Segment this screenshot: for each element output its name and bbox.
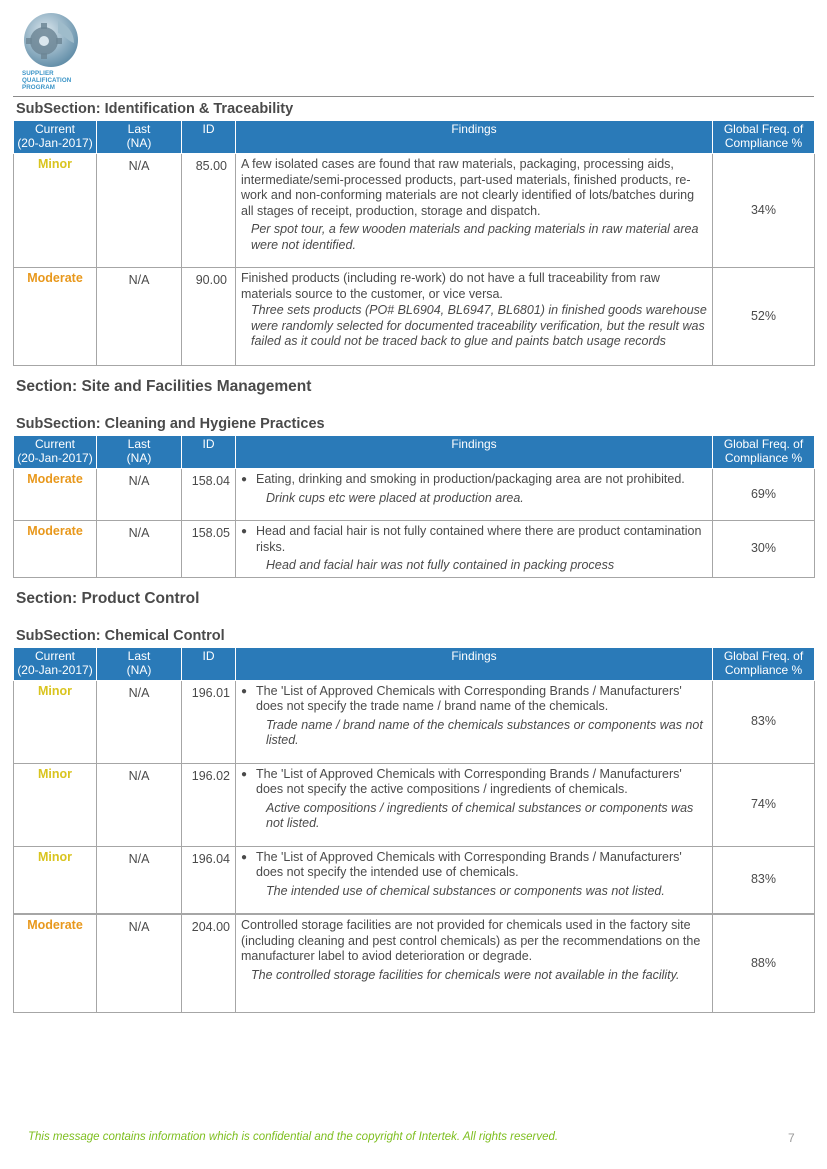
header-divider — [13, 96, 814, 97]
finding-cell — [236, 469, 713, 521]
subsection-title-chemical: SubSection: Chemical Control — [16, 627, 225, 644]
table-row — [14, 521, 815, 578]
table-header-row — [14, 647, 815, 680]
severity-badge: Minor — [14, 763, 97, 846]
finding-id: 196.01 — [182, 680, 236, 763]
finding-comment: Head and facial hair was not fully contained in packing process — [266, 558, 615, 572]
finding-id: 85.00 — [182, 154, 236, 268]
compliance-frequency: 88% — [713, 914, 815, 1012]
col-header-findings: Findings — [236, 647, 713, 680]
logo-text — [22, 70, 84, 91]
finding-comment: Active compositions / ingredients of chemical substances or components was not listed. — [266, 800, 694, 830]
col-header-current: Current (20-Jan-2017) — [14, 647, 97, 680]
col-header-id: ID — [182, 121, 236, 154]
severity-badge: Moderate — [14, 469, 97, 521]
table-header-row — [14, 436, 815, 469]
severity-badge: Minor — [14, 680, 97, 763]
compliance-frequency: 69% — [713, 469, 815, 521]
finding-id: 158.05 — [182, 521, 236, 578]
finding-text: Controlled storage facilities are not provided for chemicals used in the factory site (including cleaning and pest control chemicals) as per the recommendations on the manufacturer label to aviod deterioration or degrade. — [241, 918, 701, 963]
compliance-frequency: 83% — [713, 680, 815, 763]
section-title-site-facilities: Section: Site and Facilities Management — [16, 378, 312, 395]
compliance-frequency: 74% — [713, 763, 815, 846]
finding-cell — [236, 914, 713, 1012]
finding-text: Head and facial hair is not fully contained where there are product contamination risks. — [256, 524, 702, 554]
bullet-icon: ● — [241, 474, 248, 485]
bullet-icon: ● — [241, 685, 248, 697]
finding-comment: The controlled storage facilities for chemicals were not available in the facility. — [251, 967, 680, 982]
finding-cell — [236, 763, 713, 846]
severity-badge: Minor — [14, 846, 97, 914]
last-value: N/A — [97, 521, 182, 578]
subsection-title-identification: SubSection: Identification & Traceability — [16, 101, 294, 117]
bullet-icon: ● — [241, 526, 248, 537]
finding-cell — [236, 154, 713, 268]
finding-comment: Three sets products (PO# BL6904, BL6947, BL6801) in finished goods warehouse were randomly selected for documented traceability verification, but the result was failed as it could not be traced back to glue and paints batch usage records — [251, 303, 707, 348]
finding-cell — [236, 680, 713, 763]
confidentiality-footer: This message contains information which is confidential and the copyright of Intertek. All rights reserved. — [28, 1131, 559, 1143]
finding-id: 204.00 — [182, 914, 236, 1012]
finding-text: A few isolated cases are found that raw materials, packaging, processing aids, intermediate/semi-processed products, part-used materials, finished products, re-work and non-conforming materials are not clearly identified of lots/batches during all stages of receipt, production, storage and dispatch. — [241, 157, 695, 218]
compliance-frequency: 52% — [713, 268, 815, 366]
logo-line-1: SUPPLIER — [22, 70, 54, 77]
section-header — [13, 578, 814, 626]
col-header-findings: Findings — [236, 121, 713, 154]
finding-cell — [236, 268, 713, 366]
col-header-id: ID — [182, 436, 236, 469]
bullet-icon: ● — [241, 851, 248, 863]
col-header-frequency: Global Freq. of Compliance % — [713, 436, 815, 469]
page-number: 7 — [788, 1131, 795, 1145]
compliance-frequency: 34% — [713, 154, 815, 268]
finding-comment: Per spot tour, a few wooden materials and packing materials in raw material area were not identified. — [251, 222, 699, 252]
col-header-current: Current (20-Jan-2017) — [14, 121, 97, 154]
table-row — [14, 846, 815, 914]
finding-comment: The intended use of chemical substances or components was not listed. — [266, 883, 665, 898]
finding-cell — [236, 521, 713, 578]
col-header-last: Last (NA) — [97, 436, 182, 469]
logo-line-3: PROGRAM — [22, 84, 56, 91]
finding-id: 158.04 — [182, 469, 236, 521]
finding-id: 196.02 — [182, 763, 236, 846]
last-value: N/A — [97, 154, 182, 268]
gear-globe-logo-icon — [22, 11, 80, 69]
col-header-last: Last (NA) — [97, 647, 182, 680]
last-value: N/A — [97, 914, 182, 1012]
finding-id: 90.00 — [182, 268, 236, 366]
severity-badge: Moderate — [14, 914, 97, 1012]
col-header-id: ID — [182, 647, 236, 680]
severity-badge: Moderate — [14, 521, 97, 578]
table-row — [14, 680, 815, 763]
report-content — [13, 99, 814, 1013]
table-header-row — [14, 121, 815, 154]
col-header-current: Current (20-Jan-2017) — [14, 436, 97, 469]
finding-text: The 'List of Approved Chemicals with Corresponding Brands / Manufacturers' does not specify the trade name / brand name of the chemicals. — [256, 683, 682, 713]
col-header-frequency: Global Freq. of Compliance % — [713, 647, 815, 680]
table-row — [14, 914, 815, 1012]
subsection-title-cleaning: SubSection: Cleaning and Hygiene Practices — [16, 416, 325, 432]
severity-badge: Minor — [14, 154, 97, 268]
supplier-qualification-logo — [22, 11, 84, 91]
findings-table-identification — [13, 120, 815, 366]
section-title-product-control: Section: Product Control — [16, 589, 200, 607]
compliance-frequency: 30% — [713, 521, 815, 578]
table-row — [14, 154, 815, 268]
col-header-findings: Findings — [236, 436, 713, 469]
finding-comment: Drink cups etc were placed at production area. — [266, 490, 524, 505]
compliance-frequency: 83% — [713, 846, 815, 914]
section-header — [13, 366, 814, 414]
logo-line-2: QUALIFICATION — [22, 77, 72, 84]
last-value: N/A — [97, 469, 182, 521]
bullet-icon: ● — [241, 768, 248, 780]
finding-cell — [236, 846, 713, 914]
last-value: N/A — [97, 846, 182, 914]
last-value: N/A — [97, 680, 182, 763]
finding-comment: Trade name / brand name of the chemicals substances or components was not listed. — [266, 717, 703, 747]
finding-id: 196.04 — [182, 846, 236, 914]
col-header-frequency: Global Freq. of Compliance % — [713, 121, 815, 154]
finding-text: Eating, drinking and smoking in production/packaging area are not prohibited. — [256, 472, 685, 486]
table-row — [14, 763, 815, 846]
last-value: N/A — [97, 268, 182, 366]
table-row — [14, 268, 815, 366]
finding-text: The 'List of Approved Chemicals with Corresponding Brands / Manufacturers' does not specify the active compositions / ingredients of chemicals. — [256, 766, 682, 796]
last-value: N/A — [97, 763, 182, 846]
col-header-last: Last (NA) — [97, 121, 182, 154]
findings-table-cleaning — [13, 435, 815, 578]
findings-table-chemical — [13, 647, 815, 1013]
finding-text: The 'List of Approved Chemicals with Corresponding Brands / Manufacturers' does not specify the intended use of chemicals. — [256, 849, 682, 879]
severity-badge: Moderate — [14, 268, 97, 366]
finding-text: Finished products (including re-work) do not have a full traceability from raw materials source to the customer, or vice versa. — [241, 271, 660, 301]
table-row — [14, 469, 815, 521]
